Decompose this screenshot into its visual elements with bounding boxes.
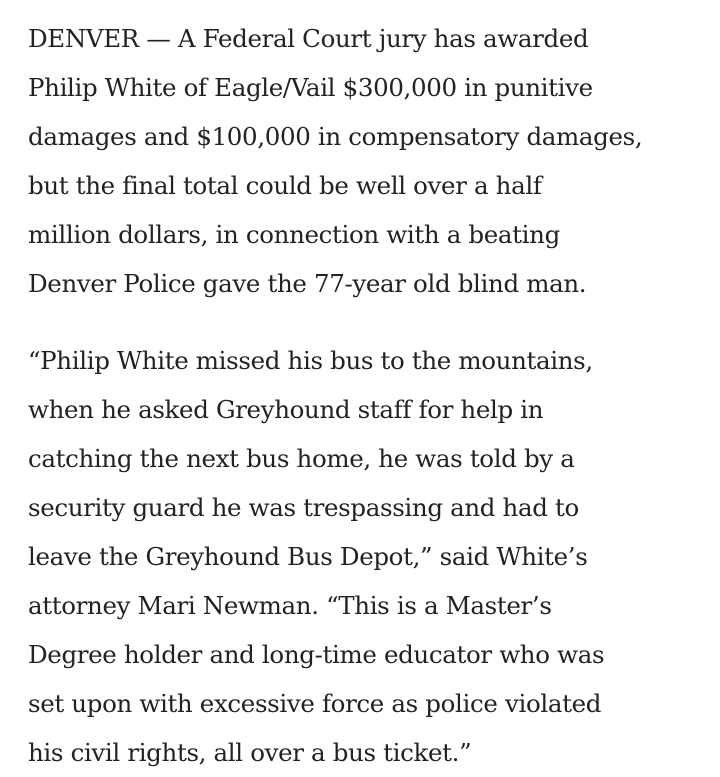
text-line: attorney Mari Newman. “This is a Master’s [28, 591, 552, 620]
text-line: leave the Greyhound Bus Depot,” said White’s [28, 542, 588, 571]
text-line: catching the next bus home, he was told by a [28, 444, 575, 473]
text-line: Denver Police gave the 77-year old blind man. [28, 269, 587, 298]
text-line: Degree holder and long-time educator who was [28, 640, 605, 669]
text-line: damages and $100,000 in compensatory damages, [28, 122, 643, 151]
text-line: million dollars, in connection with a beating [28, 220, 560, 249]
text-line: but the final total could be well over a half [28, 171, 542, 200]
text-line: his civil rights, all over a bus ticket.” [28, 738, 472, 767]
article-paragraph-2 [28, 336, 708, 777]
text-line: “Philip White missed his bus to the mountains, [28, 346, 593, 375]
text-line: set upon with excessive force as police violated [28, 689, 602, 718]
article-paragraph-1 [28, 14, 708, 308]
text-line: when he asked Greyhound staff for help in [28, 395, 544, 424]
text-line: security guard he was trespassing and had to [28, 493, 579, 522]
article-body [28, 14, 708, 777]
text-line: DENVER — A Federal Court jury has awarded [28, 24, 589, 53]
text-line: Philip White of Eagle/Vail $300,000 in punitive [28, 73, 593, 102]
